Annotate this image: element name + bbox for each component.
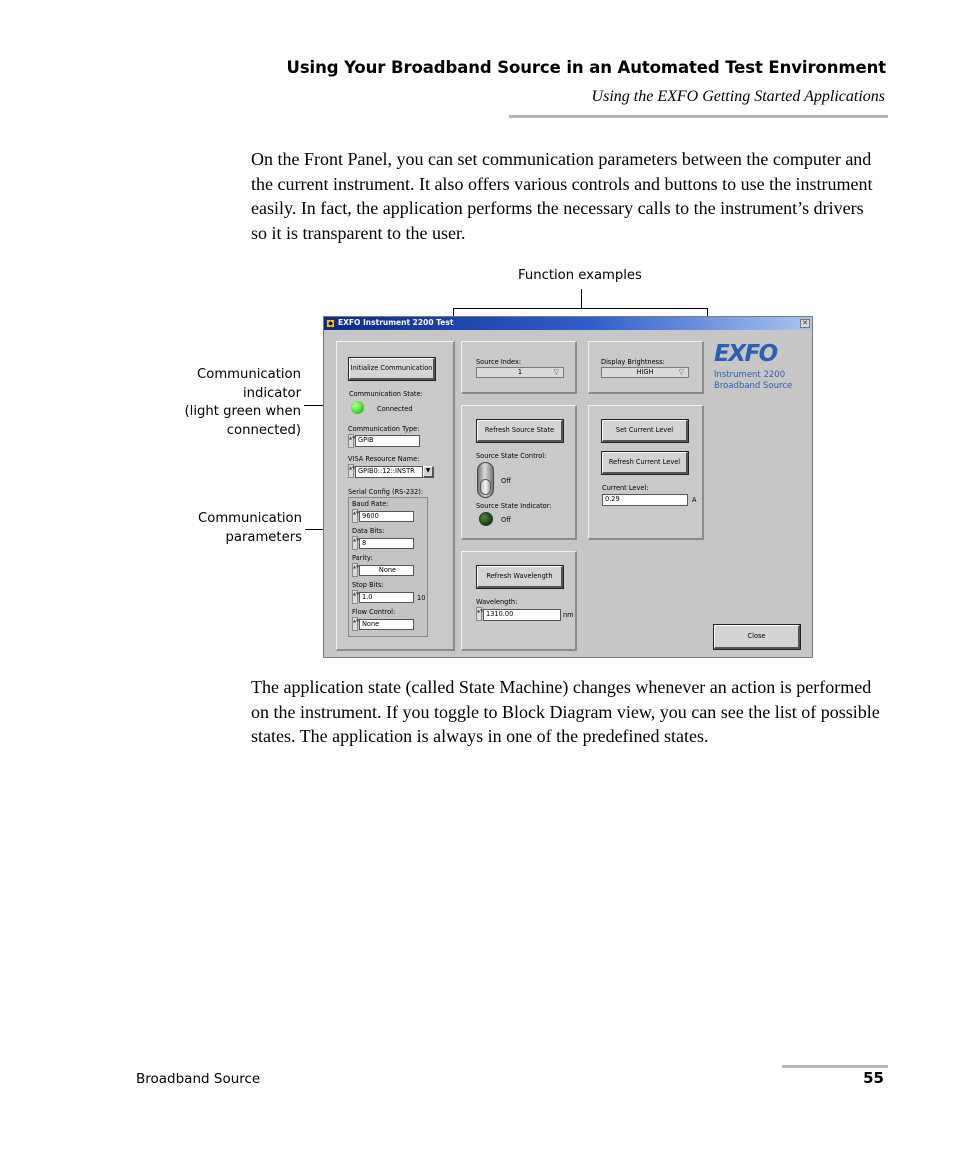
flow-control-label: Flow Control: — [352, 608, 396, 616]
stop-bits-stepper[interactable]: ▲▼ — [352, 590, 358, 604]
window-titlebar — [324, 317, 812, 330]
footer-rule — [782, 1065, 888, 1068]
stop-bits-unit: 10 — [417, 594, 426, 602]
stop-bits-field[interactable]: 1.0 — [359, 592, 414, 603]
logo-line-2: Broadband Source — [714, 381, 793, 391]
close-icon[interactable]: ✕ — [800, 319, 810, 328]
display-brightness-label: Display Brightness: — [601, 358, 665, 366]
communication-panel — [336, 341, 455, 651]
baud-rate-field[interactable]: 9600 — [359, 511, 414, 522]
data-bits-stepper[interactable]: ▲▼ — [352, 536, 358, 550]
visa-resource-field[interactable]: GPIB0::12::INSTR — [355, 466, 423, 478]
source-index-ring[interactable]: 1 ▽ — [476, 367, 564, 378]
logo-line-1: Instrument 2200 — [714, 370, 786, 380]
close-button[interactable]: Close — [714, 625, 800, 649]
running-header-title: Using Your Broadband Source in an Automated Test Environment — [286, 58, 886, 77]
communication-state-led — [351, 401, 364, 414]
communication-type-label: Communication Type: — [348, 425, 420, 433]
source-state-control-value: Off — [501, 477, 511, 485]
display-brightness-panel — [588, 341, 704, 394]
set-current-level-button[interactable]: Set Current Level — [602, 420, 688, 442]
intro-paragraph: On the Front Panel, you can set communication parameters between the computer and the current instrument. It also offers various controls and buttons to use the instrument easily. In fact, the application performs the necessary calls to the instrument’s drivers so it is transparent to the user. — [251, 149, 873, 243]
data-bits-field[interactable]: 8 — [359, 538, 414, 549]
running-header-subtitle: Using the EXFO Getting Started Applications — [591, 88, 885, 105]
current-level-label: Current Level: — [602, 484, 649, 492]
source-state-control-label: Source State Control: — [476, 452, 547, 460]
header-rule — [509, 115, 888, 118]
refresh-wavelength-button[interactable]: Refresh Wavelength — [477, 566, 563, 588]
callout-function-examples: Function examples — [518, 268, 642, 283]
data-bits-label: Data Bits: — [352, 527, 385, 535]
serial-config-label: Serial Config (RS-232): — [348, 488, 424, 496]
page-number: 55 — [863, 1069, 884, 1087]
wavelength-field[interactable]: 1310.00 — [483, 609, 561, 621]
communication-state-label: Communication State: — [349, 390, 423, 398]
callout-communication-parameters: Communication parameters — [198, 511, 302, 545]
window-title: EXFO Instrument 2200 Test — [338, 318, 454, 327]
initialize-communication-button[interactable]: Initialize Communication — [349, 358, 435, 380]
footer-document-title: Broadband Source — [136, 1071, 261, 1087]
source-index-panel — [461, 341, 577, 394]
wavelength-stepper[interactable]: ▲▼ — [476, 607, 482, 621]
wavelength-unit: nm — [563, 611, 574, 619]
chevron-down-icon: ▽ — [553, 368, 559, 376]
source-state-indicator-label: Source State Indicator: — [476, 502, 552, 510]
source-state-led — [479, 512, 493, 526]
parity-label: Parity: — [352, 554, 373, 562]
current-level-unit: A — [692, 496, 697, 504]
refresh-current-level-button[interactable]: Refresh Current Level — [602, 452, 688, 474]
parity-field[interactable]: None — [359, 565, 414, 576]
chevron-down-icon: ▽ — [678, 368, 684, 376]
visa-resource-label: VISA Resource Name: — [348, 455, 420, 463]
communication-type-field[interactable]: GPIB — [355, 435, 420, 447]
source-state-indicator-value: Off — [501, 516, 511, 524]
exfo-logo-text: EXFO — [714, 341, 777, 367]
serial-config-cluster — [348, 497, 428, 637]
visa-dropdown-icon[interactable]: ▼ — [423, 466, 434, 478]
wavelength-panel — [461, 551, 577, 651]
communication-state-value: Connected — [377, 405, 413, 413]
current-level-panel — [588, 405, 704, 540]
refresh-source-state-button[interactable]: Refresh Source State — [477, 420, 563, 442]
visa-resource-browse-icon[interactable]: ▲▼ — [348, 464, 354, 478]
flow-control-stepper[interactable]: ▲▼ — [352, 617, 358, 631]
source-index-label: Source Index: — [476, 358, 522, 366]
outro-paragraph: The application state (called State Machine) changes whenever an action is performed on the instrument. If you toggle to Block Diagram view, you can see the list of possible states. The application is always in one of the predefined states. — [251, 677, 880, 747]
callout-bracket — [453, 308, 708, 309]
stop-bits-label: Stop Bits: — [352, 581, 384, 589]
source-state-panel — [461, 405, 577, 540]
labview-app-icon: ◆ — [326, 319, 335, 328]
flow-control-field[interactable]: None — [359, 619, 414, 630]
baud-rate-stepper[interactable]: ▲▼ — [352, 509, 358, 523]
parity-stepper[interactable]: ▲▼ — [352, 563, 358, 577]
communication-type-stepper[interactable]: ▲▼ — [348, 434, 354, 448]
instrument-test-window — [323, 316, 813, 658]
baud-rate-label: Baud Rate: — [352, 500, 389, 508]
current-level-field[interactable]: 0.29 — [602, 494, 688, 506]
toggle-knob — [480, 479, 491, 495]
source-state-toggle[interactable] — [477, 462, 494, 498]
wavelength-label: Wavelength: — [476, 598, 518, 606]
callout-line — [581, 289, 582, 309]
display-brightness-ring[interactable]: HIGH ▽ — [601, 367, 689, 378]
callout-communication-indicator: Communication indicator (light green when connected) — [184, 367, 301, 438]
